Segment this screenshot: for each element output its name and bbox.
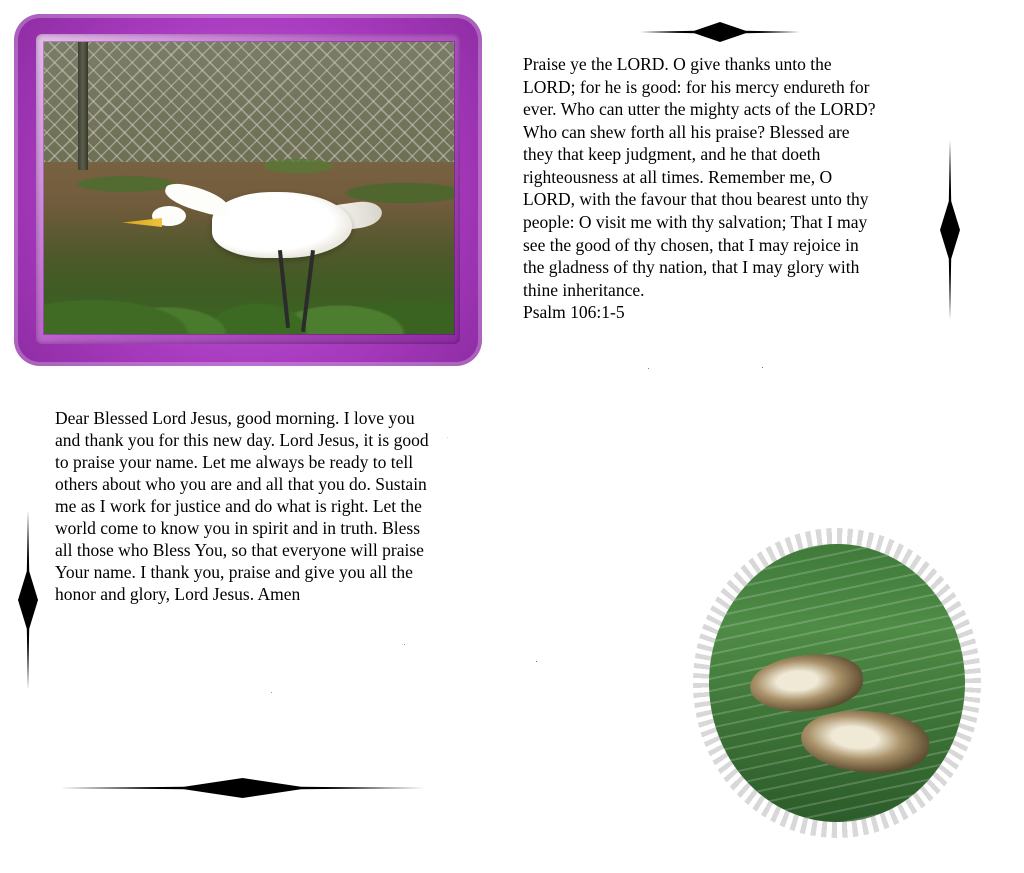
white-duck-image	[536, 661, 684, 806]
oval-duck-lower	[798, 704, 932, 778]
egret-body	[212, 192, 352, 258]
ornament-bottom-icon	[60, 778, 425, 798]
heart-photo-ducklings-on-grass	[648, 368, 758, 468]
oval-photo-two-ducks	[693, 528, 981, 838]
oval-duck-upper	[748, 651, 864, 714]
framed-photo	[14, 14, 482, 366]
heart-photo-duck-rippled-water	[447, 437, 668, 663]
ducklings-on-grass-image	[648, 368, 758, 468]
scripture-block	[523, 53, 883, 324]
prayer-text: Dear Blessed Lord Jesus, good morning. I love you and thank you for this new day. Lord Jesus, it is good to praise your name. Let me always be ready to tell others about who you are and all that you do. Sustain me as I work for justice and do what is right. Let the world come to know you in spirit and in truth. Bless all those who Bless You, so that everyone will praise Your name. I thank you, praise and give you all the honor and glory, Lord Jesus. Amen	[55, 408, 429, 604]
duck-rippled-water-image	[447, 437, 668, 663]
heart-photo-white-duck	[536, 661, 684, 806]
two-ducks-green-water-image	[709, 544, 965, 822]
heart-photo-ducks-dark-water	[271, 692, 385, 778]
duckling-green-water-image	[762, 367, 904, 497]
deer-by-pond-image	[404, 644, 520, 754]
heart-photo-duckling-green-water	[762, 367, 904, 497]
scripture-reference: Psalm 106:1-5	[523, 302, 625, 323]
scripture-text: Praise ye the LORD. O give thanks unto the LORD; for he is good: for his mercy endureth for ever. Who can utter the mighty acts of the LORD? Who can shew forth all his praise? Blessed are they that keep judgment, and he that doeth righteousness at all times. Remember me, O LORD, with the favour that thou bearest unto thy people: O visit me with thy salvation; That I may see the good of thy chosen, that I may rejoice in the gladness of thy nation, that I may glory with thine inheritance.	[523, 54, 876, 300]
heart-photo-deer-by-pond	[404, 644, 520, 754]
ornament-right-icon	[940, 140, 960, 320]
ornament-left-icon	[18, 510, 38, 690]
egret-photo	[44, 42, 454, 334]
ornament-top-icon	[640, 22, 800, 42]
ducks-dark-water-image	[271, 692, 385, 778]
